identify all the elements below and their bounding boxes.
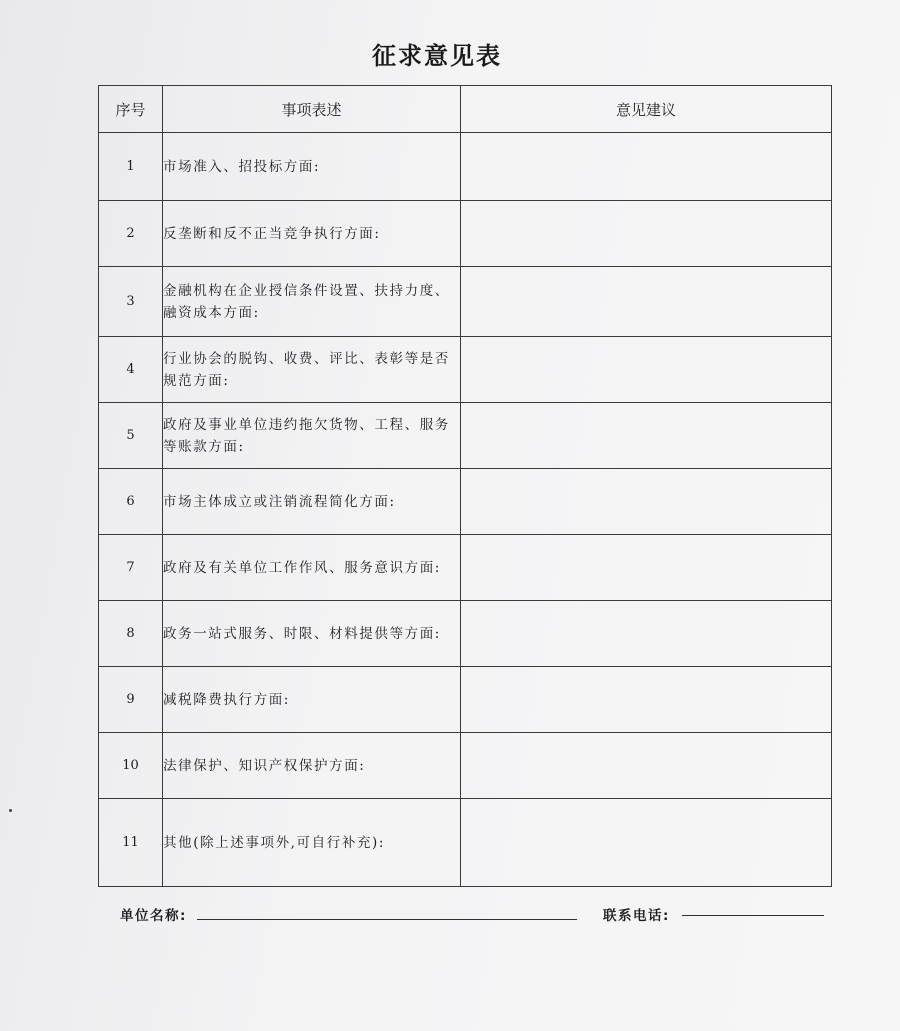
page-title: 征求意见表	[372, 41, 502, 70]
suggestion-cell[interactable]	[461, 733, 832, 799]
row-description: 政府及事业单位违约拖欠货物、工程、服务等账款方面:	[163, 403, 461, 469]
unit-name-label: 单位名称:	[120, 908, 187, 924]
suggestion-cell[interactable]	[461, 201, 832, 267]
suggestion-cell[interactable]	[461, 799, 832, 887]
row-number: 7	[99, 535, 163, 601]
header-suggestion: 意见建议	[461, 86, 832, 133]
row-number: 6	[99, 469, 163, 535]
row-number: 5	[99, 403, 163, 469]
table-row	[99, 133, 832, 201]
suggestion-cell[interactable]	[461, 337, 832, 403]
row-description: 减税降费执行方面:	[163, 667, 461, 733]
row-number: 2	[99, 201, 163, 267]
row-number: 9	[99, 667, 163, 733]
row-number: 4	[99, 337, 163, 403]
row-number: 11	[99, 799, 163, 887]
row-description: 市场准入、招投标方面:	[163, 133, 461, 201]
table-row	[99, 201, 832, 267]
row-number: 10	[99, 733, 163, 799]
row-description: 金融机构在企业授信条件设置、扶持力度、融资成本方面:	[163, 267, 461, 337]
table-row	[99, 267, 832, 337]
phone-label: 联系电话:	[603, 908, 670, 924]
row-number: 3	[99, 267, 163, 337]
row-description: 反垄断和反不正当竞争执行方面:	[163, 201, 461, 267]
opinion-table	[98, 85, 832, 887]
suggestion-cell[interactable]	[461, 469, 832, 535]
suggestion-cell[interactable]	[461, 267, 832, 337]
suggestion-cell[interactable]	[461, 403, 832, 469]
suggestion-cell[interactable]	[461, 667, 832, 733]
suggestion-cell[interactable]	[461, 133, 832, 201]
row-description: 政务一站式服务、时限、材料提供等方面:	[163, 601, 461, 667]
table-row	[99, 601, 832, 667]
row-description: 其他(除上述事项外,可自行补充):	[163, 799, 461, 887]
table-row	[99, 799, 832, 887]
table-row	[99, 337, 832, 403]
row-description: 市场主体成立或注销流程简化方面:	[163, 469, 461, 535]
table-row	[99, 667, 832, 733]
row-description: 政府及有关单位工作作风、服务意识方面:	[163, 535, 461, 601]
table-row	[99, 403, 832, 469]
row-description: 法律保护、知识产权保护方面:	[163, 733, 461, 799]
suggestion-cell[interactable]	[461, 535, 832, 601]
table-row	[99, 535, 832, 601]
unit-name-line[interactable]	[197, 919, 577, 920]
row-description: 行业协会的脱钩、收费、评比、表彰等是否规范方面:	[163, 337, 461, 403]
suggestion-cell[interactable]	[461, 601, 832, 667]
row-number: 8	[99, 601, 163, 667]
phone-line[interactable]	[682, 915, 824, 916]
table-header-row	[99, 86, 832, 133]
table-row	[99, 733, 832, 799]
header-desc: 事项表述	[163, 86, 461, 133]
paper-speck	[9, 809, 12, 812]
header-no: 序号	[99, 86, 163, 133]
row-number: 1	[99, 133, 163, 201]
table-row	[99, 469, 832, 535]
